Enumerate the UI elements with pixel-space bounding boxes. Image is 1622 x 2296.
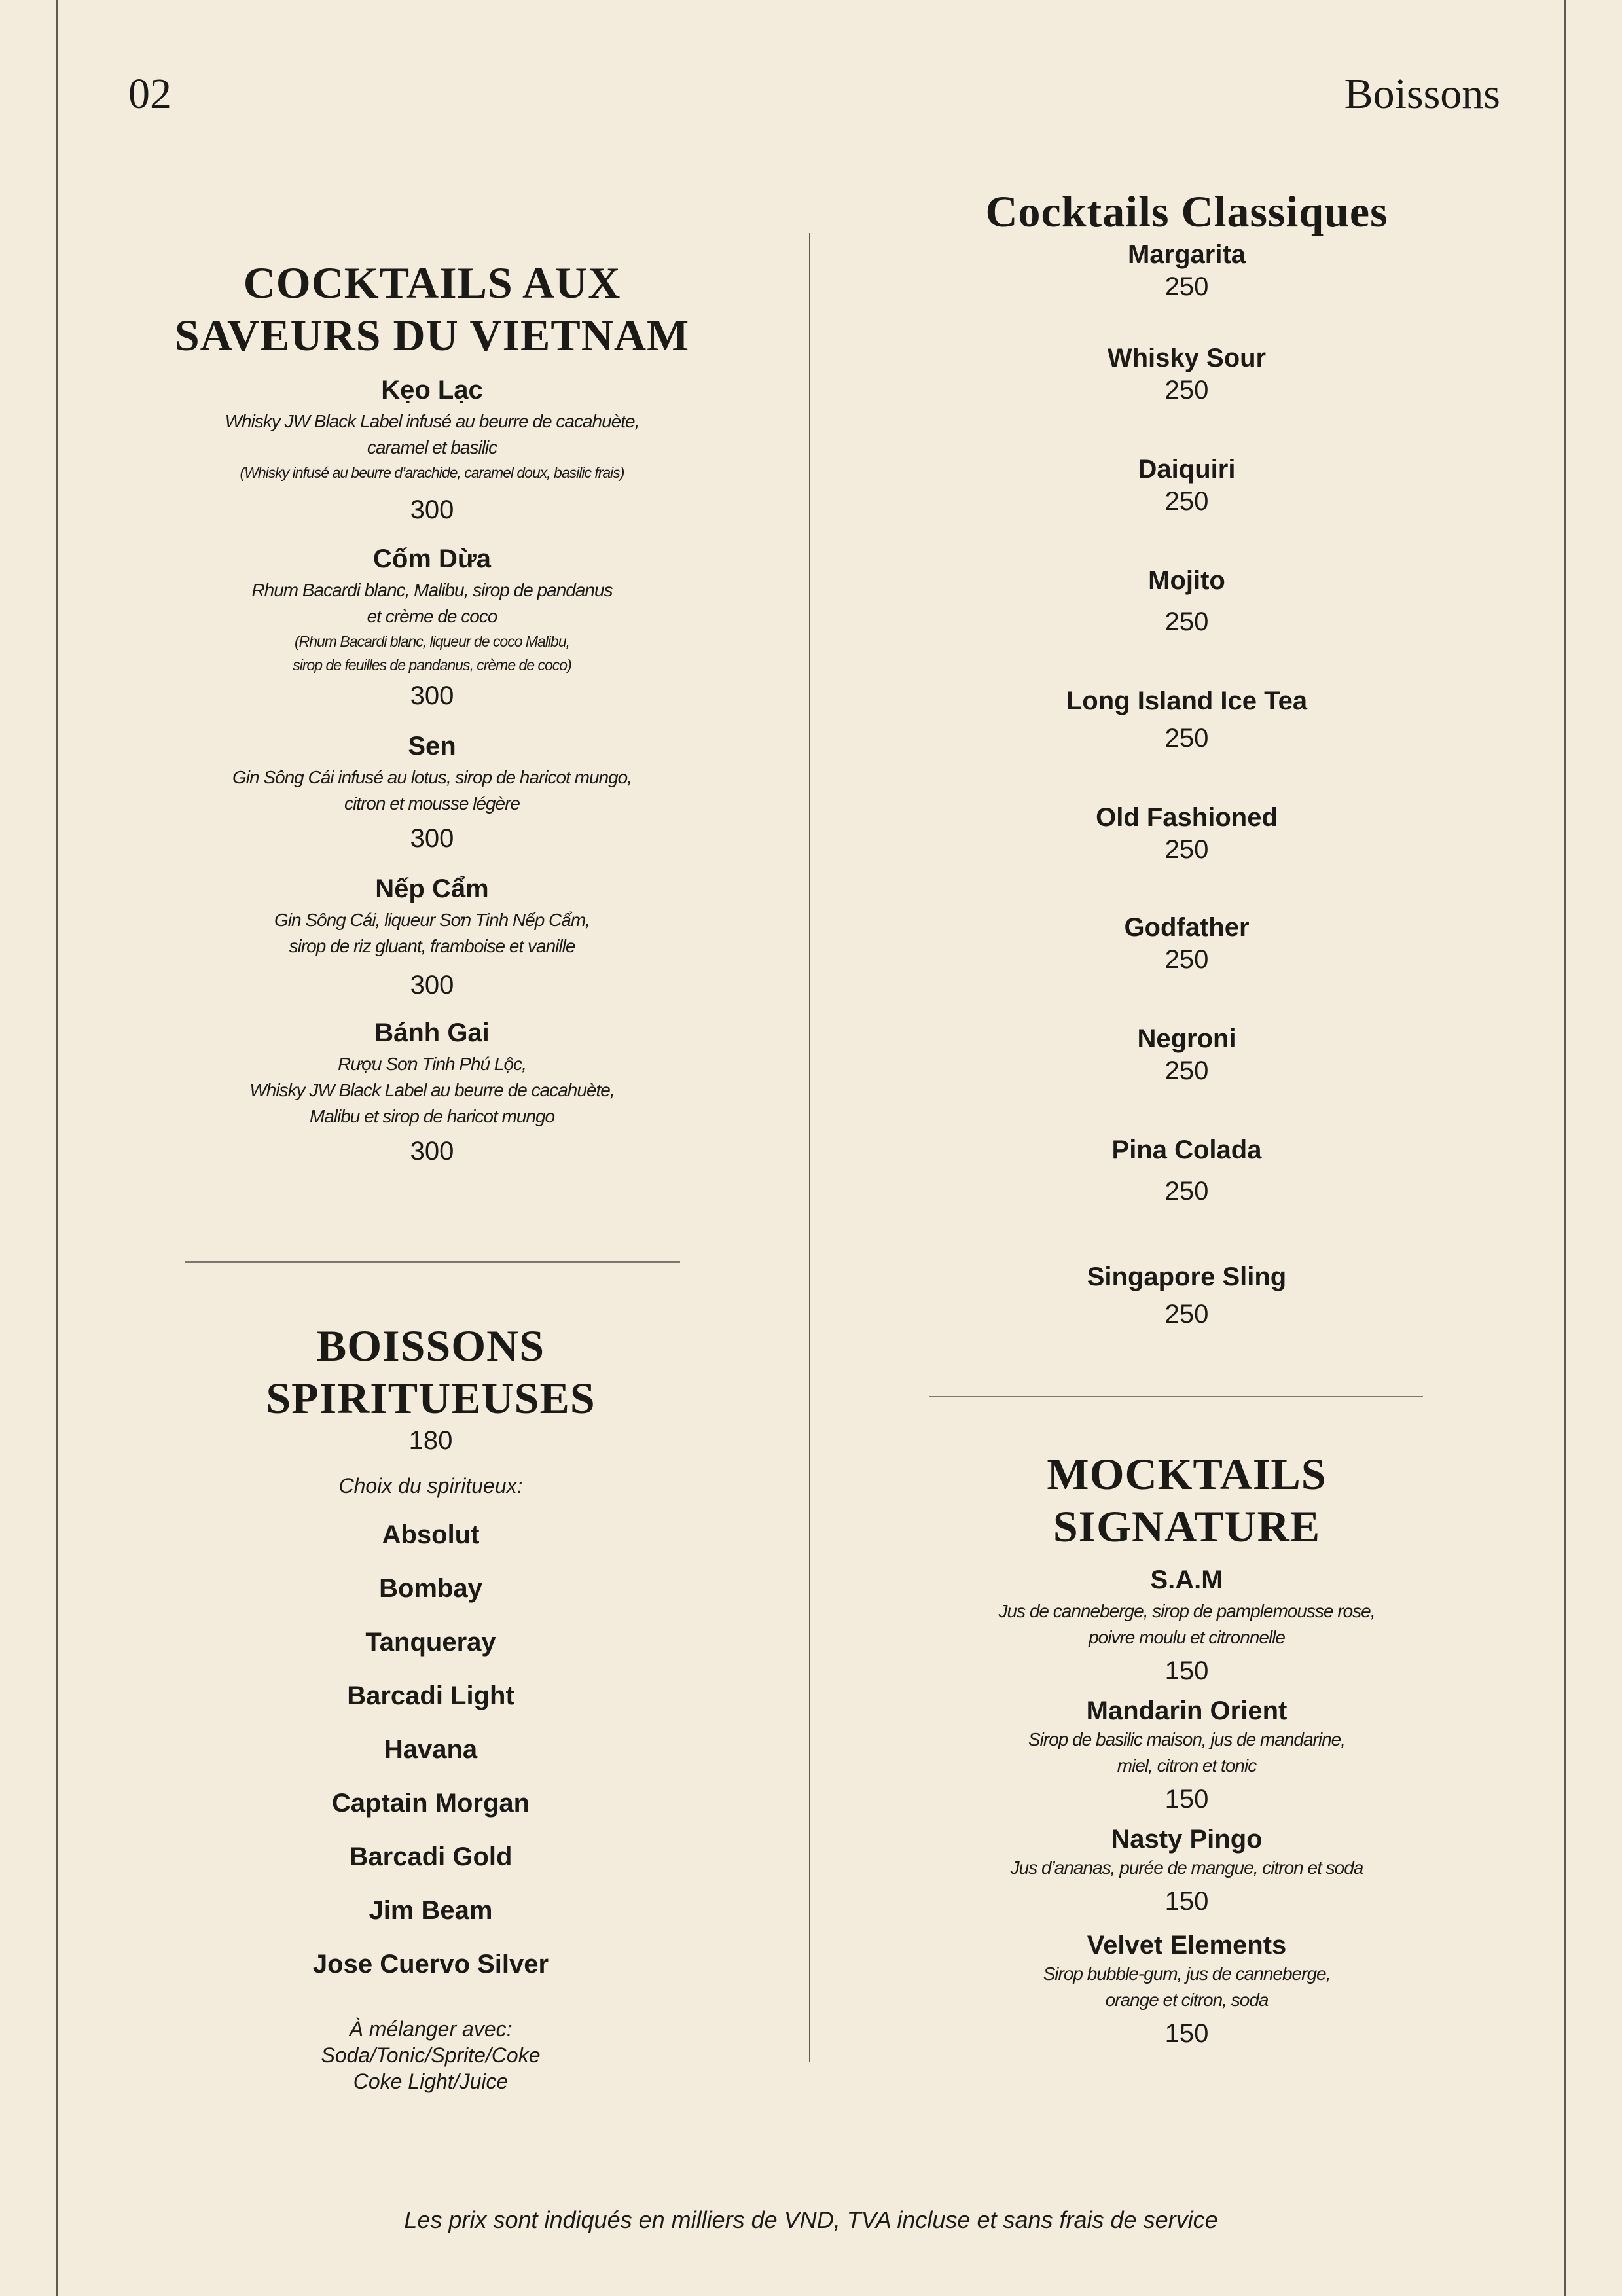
item-price: 150 [1164,2019,1209,2048]
section-divider-right [929,1396,1423,1397]
spirit-item: Tanqueray [365,1628,496,1657]
item-description: Gin Sông Cái, liqueur Sơn Tinh Nếp Cẩm, [274,910,590,930]
mocktails-title: MOCKTAILS SIGNATURE [1047,1449,1327,1551]
item-name: Whisky Sour [1107,344,1267,372]
item-name: Godfather [1124,913,1250,942]
item-description: Sirop de basilic maison, jus de mandarine, [1028,1729,1346,1749]
menu-item [925,1023,1449,1087]
footer-note: Les prix sont indiqués en milliers de VND, TVA incluse et sans frais de service [404,2206,1218,2233]
menu-item [925,1134,1449,1208]
item-description: Sirop bubble-gum, jus de canneberge, [1043,1964,1331,1984]
item-price: 250 [1164,487,1209,516]
item-description: Malibu et sirop de haricot mungo [309,1106,555,1126]
mocktails-section [925,1448,1449,2050]
item-description: Jus d’ananas, purée de mangue, citron et soda [1010,1857,1363,1878]
classic-cocktails-section [925,185,1449,1331]
menu-item [925,342,1449,406]
menu-item [925,1929,1449,2050]
menu-item [170,543,694,712]
item-price: 250 [1164,376,1209,404]
item-name: S.A.M [1150,1566,1223,1594]
spirits-section [170,1319,691,2094]
spirit-item: Jose Cuervo Silver [312,1950,549,1979]
item-price: 250 [1164,607,1209,636]
item-price: 300 [410,824,454,853]
item-name: Singapore Sling [1087,1263,1287,1291]
menu-item [925,802,1449,866]
item-description: miel, citron et tonic [1117,1755,1257,1776]
vietnam-cocktails-title-line1: COCKTAILS AUX [243,258,621,308]
item-name: Long Island Ice Tea [1066,687,1308,715]
menu-item [925,685,1449,755]
item-description: et crème de coco [367,606,497,626]
item-price: 150 [1164,1657,1209,1685]
menu-item [925,1695,1449,1816]
item-price: 250 [1164,1300,1209,1329]
mix-options-line2: Coke Light/Juice [353,2070,509,2093]
spirit-item: Jim Beam [369,1896,493,1925]
page-title: Boissons [1344,70,1500,118]
menu-item [925,912,1449,976]
item-price: 250 [1164,945,1209,974]
spirit-item: Barcadi Light [347,1681,514,1710]
spirit-item: Barcadi Gold [349,1842,513,1871]
item-description: citron et mousse légère [344,793,520,814]
section-divider-left [185,1261,680,1263]
item-price: 300 [410,681,454,710]
page-left-rule [56,0,58,2296]
menu-item [925,239,1449,303]
item-description: Jus de canneberge, sirop de pamplemousse rose, [998,1601,1375,1621]
item-description: orange et citron, soda [1105,1990,1269,2010]
vietnam-cocktails-title-line2: SAVEURS DU VIETNAM [174,310,690,360]
spirits-list [170,1508,691,1991]
item-name: Old Fashioned [1096,803,1278,832]
item-price: 300 [410,971,454,999]
item-name: Pina Colada [1111,1136,1262,1164]
menu-item [925,454,1449,518]
item-name: Velvet Elements [1087,1931,1287,1960]
menu-item [925,565,1449,638]
vietnam-cocktails-title [170,257,694,361]
item-name: Cốm Dừa [372,545,492,573]
item-price: 250 [1164,272,1209,301]
item-name: Margarita [1127,240,1246,269]
spirit-item: Captain Morgan [331,1789,530,1818]
classic-cocktails-title: Cocktails Classiques [985,187,1388,236]
item-name: Daiquiri [1138,455,1236,484]
item-price: 250 [1164,1177,1209,1206]
item-name: Mojito [1148,566,1225,595]
mix-label: À mélanger avec: [349,2017,513,2041]
menu-item [925,1564,1449,1687]
spirits-price: 180 [408,1426,453,1455]
item-name: Bánh Gai [374,1018,490,1047]
item-price: 300 [410,1137,454,1166]
item-name: Nasty Pingo [1111,1825,1263,1854]
item-description: Rượu Sơn Tinh Phú Lộc, [338,1054,526,1074]
page-number: 02 [128,70,171,118]
item-note: sirop de feuilles de pandanus, crème de coco) [293,656,571,673]
item-price: 250 [1164,1056,1209,1085]
item-price: 300 [410,495,454,524]
menu-item [170,1017,694,1168]
item-note: (Whisky infusé au beurre d’arachide, caramel doux, basilic frais) [240,464,624,481]
vietnam-cocktails-section [170,257,694,1168]
column-divider [809,233,810,2062]
item-name: Negroni [1137,1024,1236,1053]
spirit-item: Havana [384,1735,478,1764]
spirits-choice-label: Choix du spiritueux: [338,1474,523,1498]
menu-item [925,1261,1449,1331]
item-note: (Rhum Bacardi blanc, liqueur de coco Malibu, [294,633,570,650]
mix-options-line1: Soda/Tonic/Sprite/Coke [321,2043,541,2067]
item-name: Mandarin Orient [1086,1696,1288,1725]
item-description: sirop de riz gluant, framboise et vanille [289,936,575,956]
item-description: Whisky JW Black Label infusé au beurre de cacahuète, [225,411,640,431]
item-description: poivre moulu et citronnelle [1089,1627,1285,1647]
spirit-item: Absolut [382,1520,480,1549]
item-price: 150 [1164,1785,1209,1814]
item-price: 250 [1164,724,1209,753]
spirits-title: BOISSONS SPIRITUEUSES [266,1321,596,1423]
item-price: 150 [1164,1887,1209,1916]
menu-item [925,1823,1449,1918]
item-description: Whisky JW Black Label au beurre de cacahuète, [249,1080,615,1100]
item-name: Nếp Cẩm [375,874,489,903]
item-name: Sen [408,732,456,761]
menu-item [170,730,694,855]
menu-item [170,374,694,526]
item-description: Rhum Bacardi blanc, Malibu, sirop de pandanus [251,580,613,600]
item-price: 250 [1164,835,1209,864]
menu-item [170,873,694,1001]
page-right-rule [1564,0,1566,2296]
item-name: Kẹo Lạc [381,376,483,404]
item-description: caramel et basilic [367,437,497,457]
item-description: Gin Sông Cái infusé au lotus, sirop de haricot mungo, [232,767,632,787]
spirit-item: Bombay [379,1574,482,1603]
